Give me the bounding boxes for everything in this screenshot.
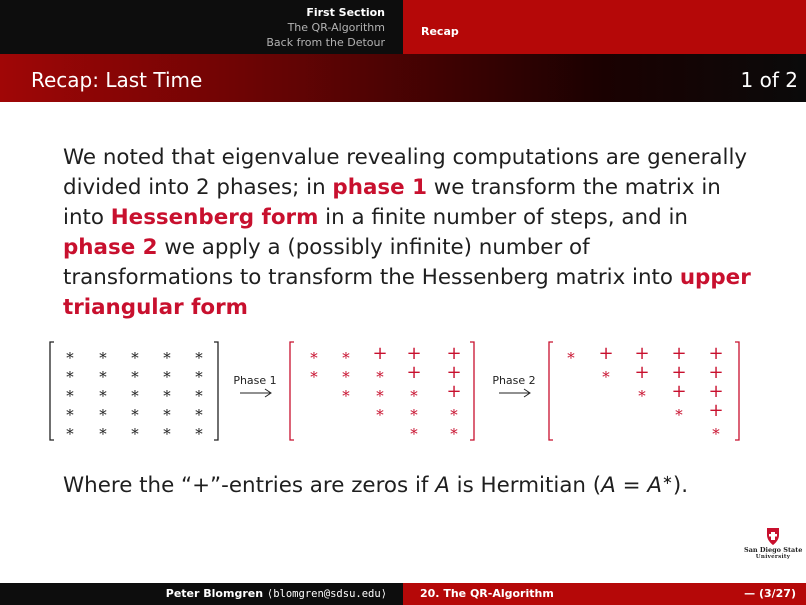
- matrix-hessenberg-entry: ∗: [408, 422, 420, 440]
- hermitian-note: [63, 473, 688, 498]
- matrix-full-entry: ∗: [193, 365, 205, 383]
- matrix-hessenberg-left-bracket: [290, 342, 294, 440]
- matrix-full-entry: ∗: [129, 346, 141, 364]
- matrix-full-entry: ∗: [129, 384, 141, 402]
- matrix-triangular-entry: +: [708, 381, 724, 402]
- matrix-hessenberg-entry: ∗: [308, 365, 320, 383]
- matrix-triangular-entry: +: [708, 400, 724, 421]
- matrix-hessenberg-entry: +: [406, 362, 422, 383]
- matrix-full-entry: ∗: [64, 422, 76, 440]
- footer-lecture-title: 20. The QR-Algorithm: [420, 587, 554, 600]
- matrix-full-entry: ∗: [129, 365, 141, 383]
- matrix-hessenberg: [309, 343, 462, 440]
- arrow-phase-2-label: Phase 2: [492, 374, 536, 387]
- matrix-full-entry: ∗: [97, 403, 109, 421]
- paragraph-text-4: we apply a (possibly infinite) number of transformations to transform the Hessenberg matrix into: [63, 235, 680, 290]
- matrix-hessenberg-entry: +: [446, 343, 462, 364]
- matrix-upper-triangular: [566, 343, 724, 440]
- frame-title-bar: [0, 54, 806, 102]
- matrix-full-entry: ∗: [193, 422, 205, 440]
- university-logo: [744, 527, 802, 567]
- matrix-full-entry: ∗: [97, 422, 109, 440]
- highlight-phase-1: phase 1: [332, 175, 427, 200]
- matrix-full-entry: ∗: [161, 346, 173, 364]
- matrix-triangular-entry: +: [671, 381, 687, 402]
- matrix-full-entry: ∗: [193, 384, 205, 402]
- highlight-hessenberg-form: Hessenberg form: [110, 205, 319, 230]
- matrix-hessenberg-entry: ∗: [448, 422, 460, 440]
- matrix-hessenberg-entry: +: [372, 343, 388, 364]
- matrix-hessenberg-entry: ∗: [408, 403, 420, 421]
- matrix-hessenberg-entry: ∗: [308, 346, 320, 364]
- note-symbol-a-2: A: [601, 473, 616, 499]
- matrix-full-entry: ∗: [97, 365, 109, 383]
- note-text-1: Where the “+”-entries are zeros if: [63, 473, 436, 499]
- matrix-hessenberg-right-bracket: [470, 342, 474, 440]
- matrix-full-right-bracket: [214, 342, 218, 440]
- footer-author: Peter Blomgren: [165, 587, 264, 600]
- matrix-full-entry: ∗: [161, 422, 173, 440]
- note-star: ∗: [661, 473, 673, 488]
- note-symbol-a-3: A: [647, 473, 662, 499]
- matrix-hessenberg-entry: +: [406, 343, 422, 364]
- footer-author-block: [0, 583, 403, 605]
- matrix-triangular-entry: +: [708, 343, 724, 364]
- matrix-full-entry: ∗: [64, 346, 76, 364]
- arrow-phase-1-label: Phase 1: [233, 374, 277, 387]
- note-equals: =: [615, 473, 648, 499]
- section-navigation: [0, 0, 806, 54]
- matrix-triangular-left-bracket: [549, 342, 553, 440]
- matrix-hessenberg-entry: ∗: [374, 365, 386, 383]
- matrix-full-entry: ∗: [129, 403, 141, 421]
- matrix-triangular-entry: +: [634, 362, 650, 383]
- body-paragraph: [63, 143, 753, 323]
- logo-line-1: San Diego State: [744, 546, 803, 554]
- footer-bar: [0, 583, 806, 605]
- matrix-hessenberg-entry: +: [446, 362, 462, 383]
- matrix-full-entry: ∗: [193, 403, 205, 421]
- matrix-full-left-bracket: [50, 342, 54, 440]
- frame-page-count: 1 of 2: [740, 68, 798, 92]
- matrix-full-entry: ∗: [97, 346, 109, 364]
- matrix-full-entry: ∗: [64, 403, 76, 421]
- matrix-full-entry: ∗: [129, 422, 141, 440]
- arrow-phase-1: [240, 389, 271, 397]
- subsection-list: [403, 0, 806, 54]
- matrix-full-entry: ∗: [97, 384, 109, 402]
- matrix-hessenberg-entry: +: [446, 381, 462, 402]
- matrix-hessenberg-entry: ∗: [374, 403, 386, 421]
- note-text-3: ).: [672, 473, 689, 499]
- matrix-hessenberg-entry: ∗: [340, 365, 352, 383]
- note-symbol-a: A: [435, 473, 450, 499]
- nav-section-first[interactable]: First Section: [306, 6, 385, 19]
- matrix-triangular-entry: +: [708, 362, 724, 383]
- note-text-2: is Hermitian (: [449, 473, 602, 499]
- matrix-full-entry: ∗: [161, 403, 173, 421]
- matrix-full: [65, 346, 204, 440]
- matrix-triangular-entry: +: [598, 343, 614, 364]
- matrix-full-entry: ∗: [161, 365, 173, 383]
- highlight-phase-2: phase 2: [63, 235, 158, 260]
- matrix-full-entry: ∗: [161, 384, 173, 402]
- matrix-triangular-entry: +: [671, 343, 687, 364]
- matrix-triangular-right-bracket: [735, 342, 739, 440]
- matrix-triangular-entry: ∗: [600, 365, 612, 383]
- matrix-triangular-entry: +: [671, 362, 687, 383]
- matrix-hessenberg-entry: ∗: [340, 346, 352, 364]
- matrix-triangular-entry: ∗: [673, 403, 685, 421]
- matrix-hessenberg-entry: ∗: [340, 384, 352, 402]
- paragraph-text-1: We noted that eigenvalue revealing computations are generally divided into 2 phases; in: [63, 145, 748, 200]
- matrix-full-entry: ∗: [64, 365, 76, 383]
- sdsu-emblem-icon: [764, 527, 782, 547]
- matrix-triangular-entry: ∗: [710, 422, 722, 440]
- matrix-full-entry: ∗: [64, 384, 76, 402]
- matrix-triangular-entry: ∗: [565, 346, 577, 364]
- nav-subsection-recap[interactable]: Recap: [421, 25, 459, 38]
- matrix-triangular-entry: +: [634, 343, 650, 364]
- paragraph-text-3: in a finite number of steps, and in: [318, 205, 688, 230]
- arrow-phase-2: [499, 389, 530, 397]
- footer-page-number: — (3/27): [744, 587, 796, 600]
- matrix-hessenberg-entry: ∗: [374, 384, 386, 402]
- nav-section-qr-algorithm[interactable]: The QR-Algorithm: [287, 21, 385, 34]
- matrix-triangular-entry: ∗: [636, 384, 648, 402]
- nav-section-detour[interactable]: Back from the Detour: [266, 36, 385, 49]
- matrix-full-entry: ∗: [193, 346, 205, 364]
- matrix-reduction-diagram: [0, 330, 806, 445]
- matrix-hessenberg-entry: ∗: [448, 403, 460, 421]
- frame-title: Recap: Last Time: [31, 68, 203, 92]
- matrix-hessenberg-entry: ∗: [408, 384, 420, 402]
- logo-line-2: University: [755, 554, 791, 560]
- footer-email: ⟨blomgren@sdsu.edu⟩: [266, 588, 387, 600]
- highlight-upper-triangular: upper triangular form: [63, 265, 751, 320]
- section-list: [0, 0, 403, 54]
- footer-lecture-block: [403, 583, 806, 605]
- paragraph-text-2: we transform the matrix in into: [63, 175, 721, 230]
